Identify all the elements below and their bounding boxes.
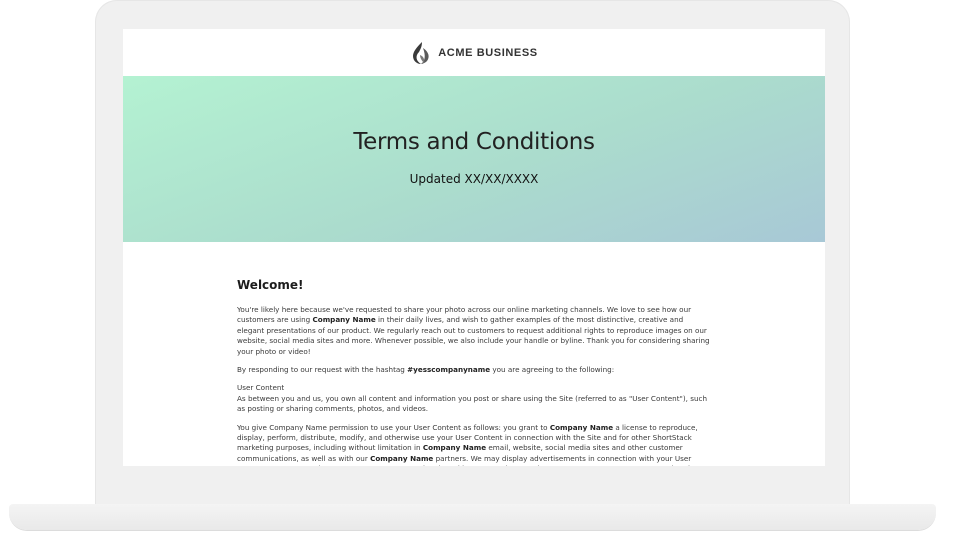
permission-paragraph: You give Company Name permission to use your User Content as follows: you grant to Company Name a license to reproduce, display, perform, distribute, modify, and otherwise use your User Content in connection with the Site and for other ShortStack marketing purposes, including without limitation in Company Name email, website, social media sites and other customer communications, as well as with our Company Name partners. We may display advertisements in connection with your User [237, 422, 698, 463]
screen-bezel-bottom [123, 466, 825, 504]
hero-banner [123, 76, 825, 242]
terms-content [237, 278, 712, 493]
site-header [123, 29, 825, 76]
page-title: Terms and Conditions [353, 129, 595, 155]
user-content-section [237, 383, 712, 414]
user-content-text: As between you and us, you own all content and information you post or share using the Site (referred to as "User Content"), such as posting or sharing comments, photos, and videos. [237, 393, 708, 414]
agreement-paragraph: By responding to our request with the hashtag #yesscompanyname you are agreeing to the following: [237, 365, 615, 375]
intro-paragraph: You're likely here because we've requested to share your photo across our online marketing channels. We love to see how our customers are using Company Name in their daily lives, and wish to gather examples of the most distinctive, creative and elegant presentations of our product. We regularly reach out to customers to request additional rights to reproduce images on our website, social media sites and more. Whenever possible, we also include your handle or byline. Thank you for considering sharing your photo or video! [237, 305, 710, 356]
leaf-drop-icon [410, 41, 432, 65]
updated-date: Updated XX/XX/XXXX [409, 172, 539, 186]
laptop-base [9, 504, 936, 530]
welcome-heading: Welcome! [237, 278, 304, 292]
user-content-label: User Content [237, 383, 285, 393]
brand-name: ACME BUSINESS [438, 46, 538, 59]
hashtag: #yesscompanyname [407, 365, 491, 375]
